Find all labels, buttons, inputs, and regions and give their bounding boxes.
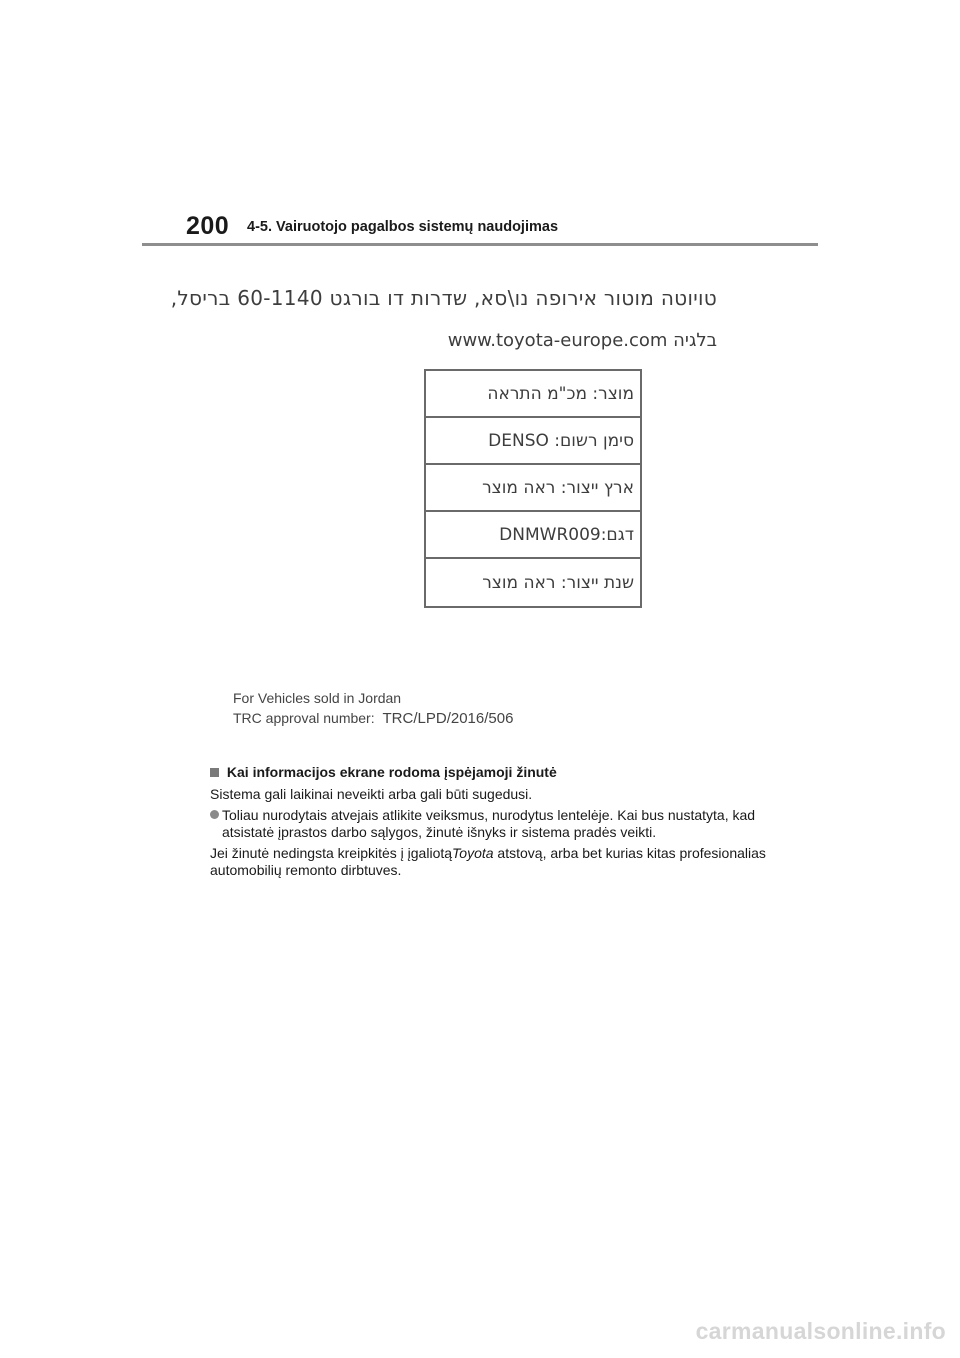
label-website-line: בלגיה www.toyota-europe.com xyxy=(447,330,717,351)
bullet-item-text: Toliau nurodytais atvejais atlikite veiksmus, nurodytus lentelėje. Kai bus nustatyta, kad atsistatė įprastos darbo sąlygos, žinutė išnyks ir sistema pradės veikti. xyxy=(222,807,756,840)
section-heading-text: Kai informacijos ekrane rodoma įspėjamoji žinutė xyxy=(226,764,557,780)
square-bullet-icon xyxy=(210,768,219,777)
section-title: 4-5. Vairuotojo pagalbos sistemų naudojimas xyxy=(247,219,559,235)
label-row-year: שנת ייצור: ראה מוצר xyxy=(482,572,634,593)
jordan-line1: For Vehicles sold in Jordan xyxy=(233,690,402,706)
dealer-text-after: atstovą, arba bet kurias kitas profesionalias automobilių remonto dirbtuves. xyxy=(210,845,766,878)
brand-name: Toyota xyxy=(452,845,494,861)
label-address-line: טויוטה מוטור אירופה נו\סא, שדרות דו בורגט 60-1140 בריסל, xyxy=(170,286,717,310)
section-heading xyxy=(210,764,770,781)
label-row-trademark: סימן רשום: DENSO xyxy=(426,418,640,465)
label-row-country: ארץ ייצור: ראה מוצר xyxy=(426,465,640,512)
page-number: 200 xyxy=(186,212,230,240)
round-bullet-icon xyxy=(210,810,219,819)
label-row-model: דגם:DNMWR009 xyxy=(426,512,640,559)
watermark: carmanualsonline.info xyxy=(695,1318,946,1344)
paragraph-system-status: Sistema gali laikinai neveikti arba gali būti sugedusi. xyxy=(210,786,533,802)
header-rule xyxy=(142,243,818,246)
jordan-approval-label: TRC approval number: xyxy=(233,710,375,726)
bullet-item xyxy=(210,807,770,841)
product-label-table xyxy=(424,369,642,608)
jordan-approval-number: TRC/LPD/2016/506 xyxy=(382,710,514,727)
label-row-product: מוצר: מכ"מ התראה xyxy=(426,371,640,418)
jordan-approval xyxy=(233,688,513,729)
jordan-line2 xyxy=(233,708,513,729)
dealer-text-before: Jei žinutė nedingsta kreipkitės į įgaliotą xyxy=(210,845,453,861)
paragraph-dealer-contact xyxy=(210,845,770,879)
